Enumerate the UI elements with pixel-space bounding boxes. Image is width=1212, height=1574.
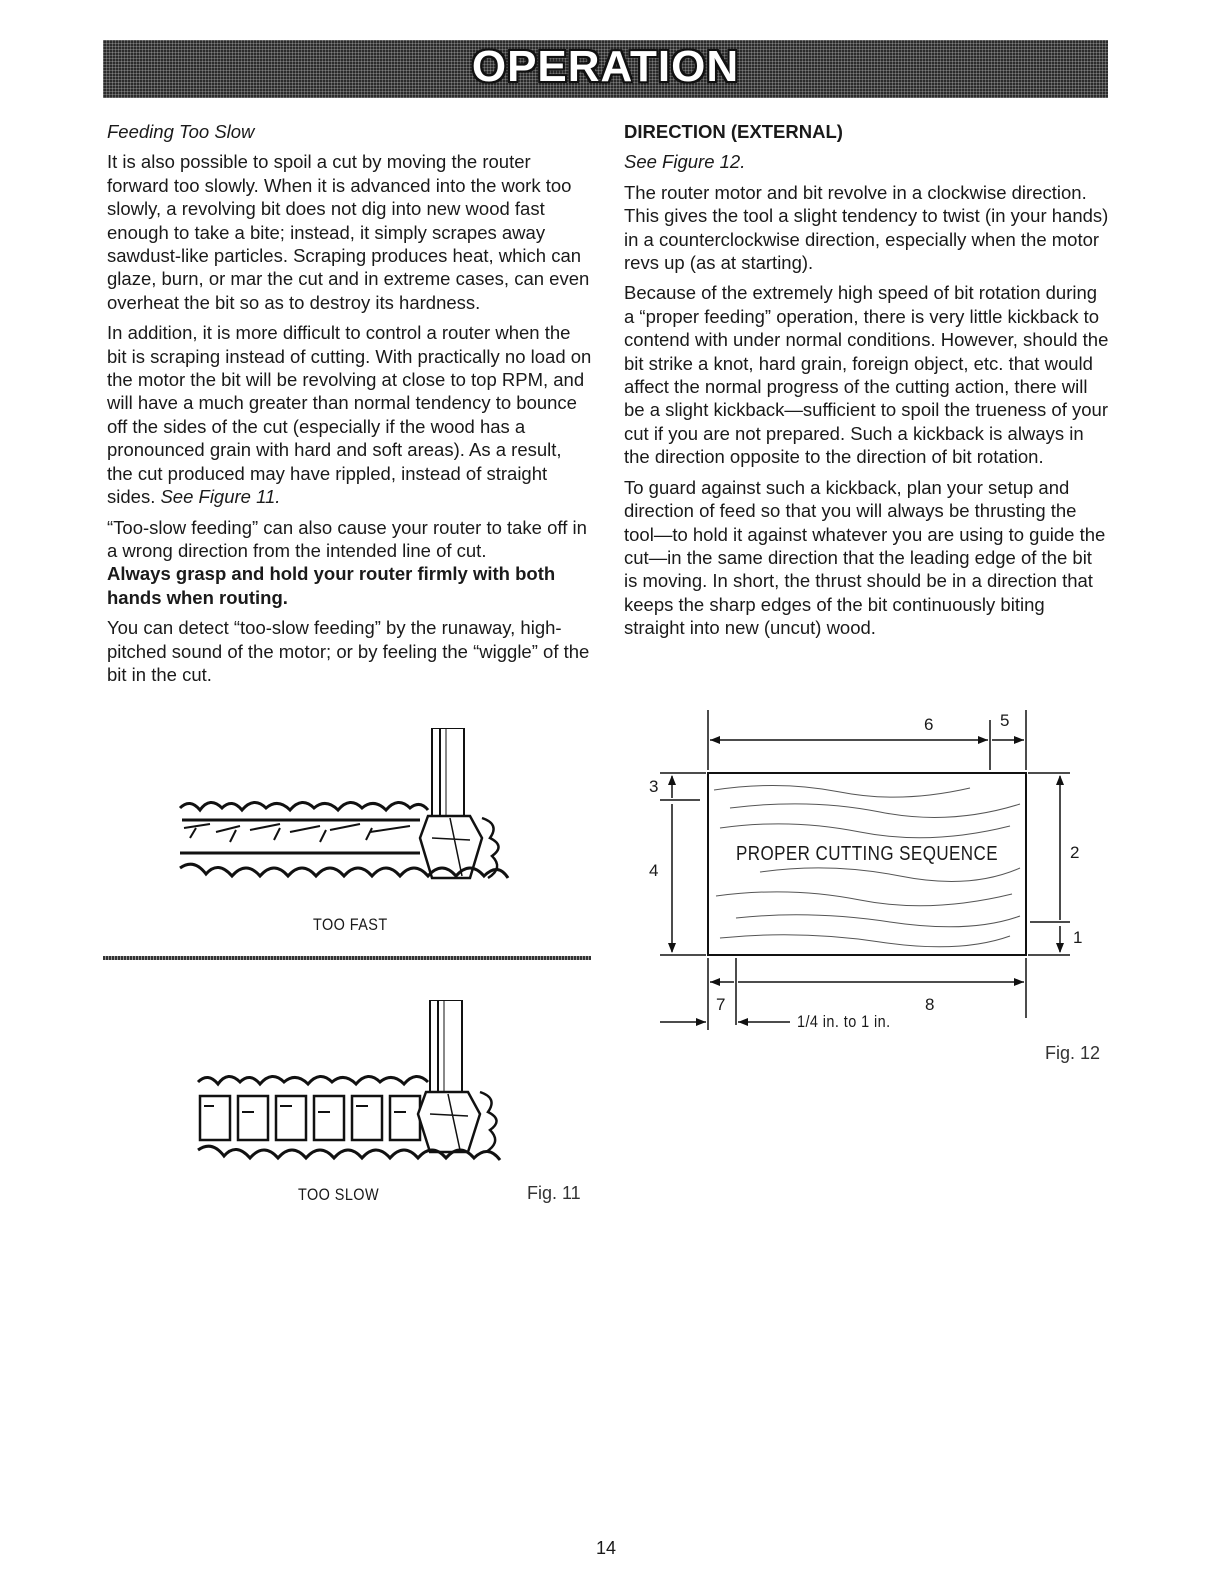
header-banner	[103, 40, 1108, 98]
figure-reference: See Figure 11.	[160, 486, 281, 508]
page-number: 14	[595, 1538, 617, 1558]
page-title: OPERATION	[471, 42, 740, 91]
paragraph	[107, 321, 592, 508]
paragraph: “Too-slow feeding” can also cause your router to take off in a wrong direction from the intended line of cut.	[107, 516, 587, 561]
warning-note: Always grasp and hold your router firmly with both hands when routing.	[107, 563, 556, 608]
dimension-7: 7	[716, 995, 726, 1014]
figure-12-caption: Fig. 12	[1045, 1043, 1101, 1063]
paragraph: To guard against such a kickback, plan your setup and direction of feed so that you will always be thrusting the tool—to hold it against whatever you are using to guide the cut—in the same direction that the leading edge of the bit is moving. In short, the thrust should be in a direction that keeps the sharp edges of the bit continuously biting straight into new (uncut) wood.	[624, 476, 1106, 639]
divider	[103, 956, 591, 960]
dimension-8: 8	[925, 995, 935, 1014]
figure-11-caption: Fig. 11	[527, 1183, 581, 1203]
bit-depth-note: 1/4 in. to 1 in.	[797, 1012, 891, 1031]
dimension-4: 4	[649, 861, 659, 880]
dimension-5: 5	[1000, 711, 1010, 730]
too-slow-label: TOO SLOW	[298, 1185, 380, 1204]
paragraph: You can detect “too-slow feeding” by the runaway, high-pitched sound of the motor; or by feeling the “wiggle” of the bit in the cut.	[107, 617, 590, 685]
paragraph: The router motor and bit revolve in a clockwise direction. This gives the tool a slight tendency to twist (in your hands) in a counterclockwise direction, especially when the motor revs up (as at starting).	[624, 181, 1109, 274]
too-fast-label: TOO FAST	[313, 915, 388, 934]
figure-reference: See Figure 12.	[624, 151, 746, 173]
dimension-3: 3	[649, 777, 659, 796]
proper-cutting-sequence-label: PROPER CUTTING SEQUENCE	[736, 843, 998, 865]
too-fast-illustration	[170, 728, 520, 903]
paragraph-text: In addition, it is more difficult to control a router when the bit is scraping instead of cutting. With practically no load on the motor the bit will be revolving at close to top RPM, and will have a much greater than normal tendency to bounce off the sides of the cut (especially if the wood has a pronounced grain with hard and soft areas). As a result, the cut produced may have rippled, instead of straight sides.	[107, 322, 592, 508]
too-slow-illustration	[190, 1000, 520, 1175]
subhead-feeding-too-slow: Feeding Too Slow	[107, 121, 255, 142]
section-heading: DIRECTION (EXTERNAL)	[624, 121, 843, 142]
cutting-sequence-diagram	[640, 700, 1083, 1040]
dimension-1: 1	[1073, 928, 1083, 947]
left-column	[107, 120, 592, 693]
dimension-2: 2	[1070, 843, 1080, 862]
dimension-6: 6	[924, 715, 934, 734]
paragraph: It is also possible to spoil a cut by moving the router forward too slowly. When it is advanced into the work too slowly, a revolving bit does not dig into new wood fast enough to take a bite; instead, it simply scrapes away sawdust-like particles. Scraping produces heat, which can glaze, burn, or mar the cut and in extreme cases, can even overheat the bit so as to destroy its hardness.	[107, 151, 590, 313]
paragraph: Because of the extremely high speed of bit rotation during a “proper feeding” operation, there is very little kickback to contend with under normal conditions. However, should the bit strike a knot, hard grain, foreign object, etc. that would affect the normal progress of the cutting action, there will be a slight kickback—sufficient to spoil the trueness of your cut if you are not prepared. Such a kickback is always in the direction opposite to the direction of bit rotation.	[624, 282, 1109, 468]
right-column	[624, 120, 1110, 647]
